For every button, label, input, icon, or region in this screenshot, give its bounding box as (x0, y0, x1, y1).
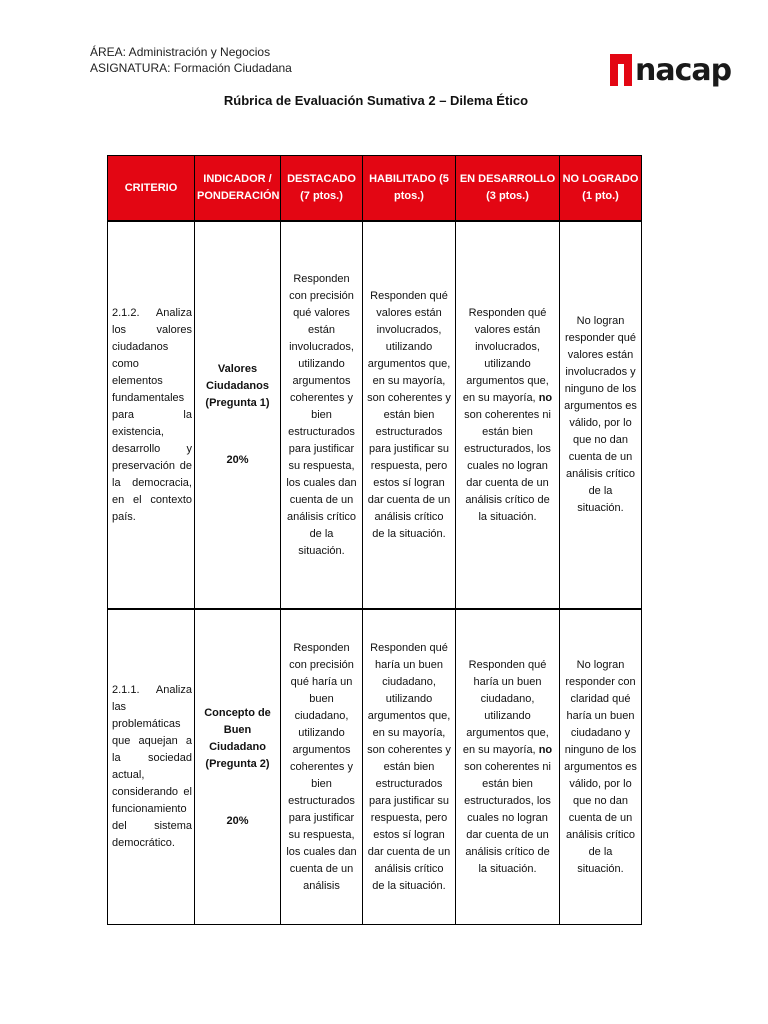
column-header-indicador: INDICADOR / PONDERACIÓN (195, 156, 281, 222)
logo-mark-icon (610, 54, 632, 86)
document-title: Rúbrica de Evaluación Sumativa 2 – Dilema Ético (223, 93, 529, 108)
criterio-cell: 2.1.1. Analiza las problemáticas que aquejan a la sociedad actual, considerando el funcionamiento del sistema democrático. (108, 609, 195, 925)
ponderacion-value: 20% (226, 814, 249, 827)
en-desarrollo-cell: Responden qué haría un buen ciudadano, utilizando argumentos que, en su mayoría, no son coherentes ni están bien estructurados, los cuales no logran dar cuenta de un análisis crítico de la situación. (456, 609, 560, 925)
destacado-cell: Responden con precisión qué haría un buen ciudadano, utilizando argumentos coherentes y bien estructurados para justificar su respuesta, los cuales dan cuenta de un análisis (281, 609, 363, 925)
column-header-criterio: CRITERIO (108, 156, 195, 222)
indicador-label: Valores Ciudadanos (Pregunta 1) (205, 363, 270, 409)
no-logrado-cell: No logran responder con claridad qué haría un buen ciudadano y ninguno de los argumentos es válido, por lo que no dan cuenta de un análisis crítico de la situación. (560, 609, 642, 925)
no-logrado-cell: No logran responder qué valores están involucrados y ninguno de los argumentos es válido, por lo que no dan cuenta de un análisis crítico de la situación. (560, 221, 642, 609)
column-header-habilitado: HABILITADO (5 ptos.) (363, 156, 456, 222)
table-row (108, 221, 642, 609)
logo-text: nacap (635, 52, 732, 88)
indicador-label: Concepto de Buen Ciudadano (Pregunta 2) (204, 706, 271, 770)
inacap-logo (610, 52, 731, 88)
indicador-cell (195, 609, 281, 925)
document-header (90, 44, 292, 76)
emphasis-no: no (538, 743, 553, 756)
destacado-cell: Responden con precisión qué valores están involucrados, utilizando argumentos coherentes y bien estructurados para justificar su respuesta, los cuales dan cuenta de un análisis crítico de la situación. (281, 221, 363, 609)
indicador-cell (195, 221, 281, 609)
habilitado-cell: Responden qué haría un buen ciudadano, utilizando argumentos que, en su mayoría, son coherentes y están bien estructurados para justificar su respuesta, pero estos sí logran dar cuenta de un análisis crítico de la situación. (363, 609, 456, 925)
rubric-table (107, 155, 642, 925)
area-label: ÁREA: Administración y Negocios (90, 45, 271, 59)
emphasis-no: no (538, 391, 553, 404)
column-header-no-logrado: NO LOGRADO (1 pto.) (560, 156, 642, 222)
table-row (108, 609, 642, 925)
subject-label: ASIGNATURA: Formación Ciudadana (90, 61, 292, 75)
ponderacion-value: 20% (226, 454, 249, 466)
column-header-en-desarrollo: EN DESARROLLO (3 ptos.) (456, 156, 560, 222)
criterio-cell: 2.1.2. Analiza los valores ciudadanos como elementos fundamentales para la existencia, desarrollo y preservación de la democracia, en el contexto país. (108, 221, 195, 609)
table-header-row (108, 156, 642, 222)
habilitado-cell: Responden qué valores están involucrados, utilizando argumentos que, en su mayoría, son coherentes y están bien estructurados para justificar su respuesta, pero estos sí logran dar cuenta de un análisis crítico de la situación. (363, 221, 456, 609)
column-header-destacado: DESTACADO (7 ptos.) (281, 156, 363, 222)
en-desarrollo-cell: Responden qué valores están involucrados, utilizando argumentos que, en su mayoría, no son coherentes ni están bien estructurados, los cuales no logran dar cuenta de un análisis crítico de la situación. (456, 221, 560, 609)
